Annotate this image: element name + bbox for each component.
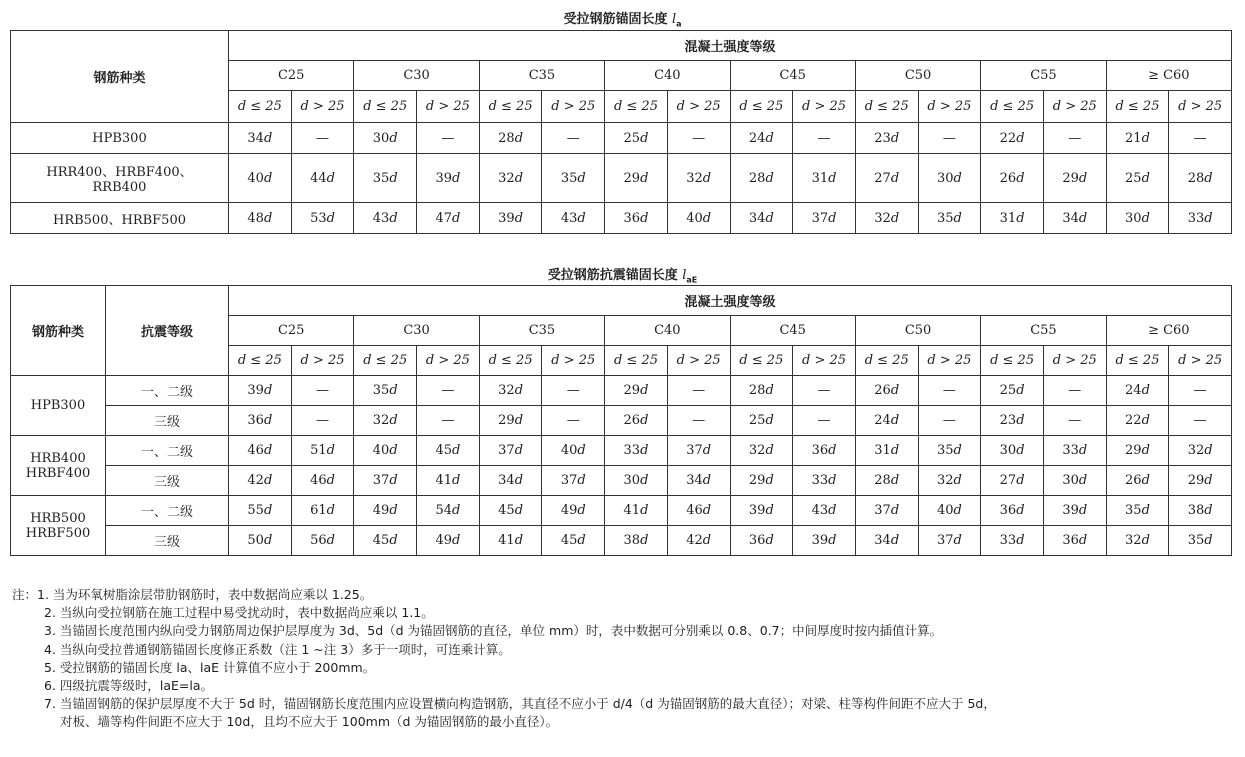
table-row xyxy=(11,526,1232,556)
diameter-subheader: d > 25 xyxy=(1169,346,1232,376)
value-cell: 34d xyxy=(229,123,292,154)
value-cell: 36d xyxy=(981,496,1044,526)
value-cell: 38d xyxy=(1169,496,1232,526)
value-cell: 40d xyxy=(229,154,292,203)
value-cell: 26d xyxy=(605,406,668,436)
value-cell: 38d xyxy=(605,526,668,556)
value-cell: 48d xyxy=(229,203,292,234)
value-cell: — xyxy=(291,123,354,154)
value-cell: 32d xyxy=(918,466,981,496)
value-cell: 30d xyxy=(1043,466,1106,496)
diameter-subheader: d ≤ 25 xyxy=(229,91,292,123)
diameter-subheader: d > 25 xyxy=(291,91,354,123)
note-1: 注：1. 当为环氧树脂涂层带肋钢筋时，表中数据尚应乘以 1.25。 xyxy=(12,587,373,602)
diameter-subheader: d ≤ 25 xyxy=(730,91,793,123)
diameter-subheader: d ≤ 25 xyxy=(1106,346,1169,376)
value-cell: 39d xyxy=(229,376,292,406)
note-2: 2. 当纵向受拉钢筋在施工过程中易受扰动时，表中数据尚应乘以 1.1。 xyxy=(44,605,434,621)
value-cell: 36d xyxy=(730,526,793,556)
value-cell: 28d xyxy=(855,466,918,496)
note-7: 7. 当锚固钢筋的保护层厚度不大于 5d 时，锚固钢筋长度范围内应设置横向构造钢筋，其直径不应小于 d/4（d 为锚固钢筋的最大直径）；对梁、柱等构件间距不应大于 5d， xyxy=(44,696,996,712)
diameter-subheader: d ≤ 25 xyxy=(479,91,542,123)
value-cell: 36d xyxy=(605,203,668,234)
seismic-grade-cell: 一、二级 xyxy=(106,376,229,406)
note-3: 3. 当锚固长度范围内纵向受力钢筋周边保护层厚度为 3d、5d（d 为锚固钢筋的直径，单位 mm）时，表中数据可分别乘以 0.8、0.7；中间厚度时按内插值计算。 xyxy=(44,623,943,639)
diameter-subheader: d > 25 xyxy=(667,91,730,123)
table-row xyxy=(11,496,1232,526)
diameter-subheader: d ≤ 25 xyxy=(1106,91,1169,123)
seismic-grade-cell: 三级 xyxy=(106,526,229,556)
diameter-subheader: d > 25 xyxy=(918,91,981,123)
value-cell: — xyxy=(291,376,354,406)
value-cell: — xyxy=(918,406,981,436)
diameter-subheader: d > 25 xyxy=(667,346,730,376)
value-cell: 37d xyxy=(667,436,730,466)
grade-header: ≥ C60 xyxy=(1106,316,1231,346)
grade-header: C45 xyxy=(730,316,855,346)
value-cell: 45d xyxy=(354,526,417,556)
seismic-grade-header: 抗震等级 xyxy=(106,286,229,376)
value-cell: 35d xyxy=(542,154,605,203)
value-cell: 33d xyxy=(605,436,668,466)
steel-type-cell xyxy=(11,436,106,496)
value-cell: — xyxy=(542,406,605,436)
diameter-subheader: d > 25 xyxy=(542,346,605,376)
value-cell: 24d xyxy=(1106,376,1169,406)
value-cell: — xyxy=(417,376,480,406)
value-cell: 40d xyxy=(667,203,730,234)
value-cell: 27d xyxy=(981,466,1044,496)
grade-header: C55 xyxy=(981,61,1106,91)
value-cell: — xyxy=(1043,123,1106,154)
table1-title: 受拉钢筋锚固长度 $l_a$ xyxy=(563,12,682,29)
grade-header: C55 xyxy=(981,316,1106,346)
diameter-subheader: d ≤ 25 xyxy=(479,346,542,376)
steel-type-cell: HPB300 xyxy=(11,123,229,154)
value-cell: 37d xyxy=(354,466,417,496)
grade-header: C30 xyxy=(354,61,479,91)
value-cell: — xyxy=(291,406,354,436)
value-cell: 56d xyxy=(291,526,354,556)
diameter-subheader: d ≤ 25 xyxy=(354,346,417,376)
value-cell: 43d xyxy=(793,496,856,526)
steel-type-cell xyxy=(11,496,106,556)
value-cell: 50d xyxy=(229,526,292,556)
value-cell: 40d xyxy=(354,436,417,466)
value-cell: 54d xyxy=(417,496,480,526)
diameter-subheader: d ≤ 25 xyxy=(730,346,793,376)
grade-header: C40 xyxy=(605,316,730,346)
grade-header: ≥ C60 xyxy=(1106,61,1231,91)
value-cell: 25d xyxy=(1106,154,1169,203)
value-cell: 41d xyxy=(417,466,480,496)
table-row xyxy=(11,154,1232,203)
table-row xyxy=(11,436,1232,466)
steel-type-cell xyxy=(11,376,106,436)
value-cell: 25d xyxy=(981,376,1044,406)
value-cell: 46d xyxy=(229,436,292,466)
value-cell: 35d xyxy=(918,436,981,466)
value-cell: 39d xyxy=(793,526,856,556)
value-cell: 32d xyxy=(354,406,417,436)
steel-type-header: 钢筋种类 xyxy=(11,31,229,123)
seismic-grade-cell: 一、二级 xyxy=(106,436,229,466)
value-cell: 26d xyxy=(1106,466,1169,496)
table-row xyxy=(11,466,1232,496)
value-cell: — xyxy=(918,123,981,154)
steel-type-line: HPB300 xyxy=(30,398,86,413)
value-cell: 55d xyxy=(229,496,292,526)
grade-header: C50 xyxy=(855,316,980,346)
value-cell: — xyxy=(793,406,856,436)
value-cell: 32d xyxy=(479,376,542,406)
value-cell: 25d xyxy=(730,406,793,436)
value-cell: 31d xyxy=(855,436,918,466)
value-cell: 35d xyxy=(918,203,981,234)
value-cell: 36d xyxy=(793,436,856,466)
diameter-subheader: d > 25 xyxy=(1043,346,1106,376)
value-cell: 47d xyxy=(417,203,480,234)
diameter-subheader: d > 25 xyxy=(1043,91,1106,123)
value-cell: 37d xyxy=(918,526,981,556)
value-cell: — xyxy=(793,123,856,154)
value-cell: — xyxy=(1043,406,1106,436)
diameter-subheader: d > 25 xyxy=(542,91,605,123)
notes-section xyxy=(12,586,1237,732)
value-cell: 30d xyxy=(354,123,417,154)
value-cell: 40d xyxy=(542,436,605,466)
value-cell: 30d xyxy=(605,466,668,496)
value-cell: 37d xyxy=(479,436,542,466)
value-cell: 43d xyxy=(542,203,605,234)
value-cell: 32d xyxy=(1106,526,1169,556)
value-cell: — xyxy=(1169,406,1232,436)
diameter-subheader: d ≤ 25 xyxy=(229,346,292,376)
value-cell: — xyxy=(1169,123,1232,154)
diameter-subheader: d ≤ 25 xyxy=(855,346,918,376)
value-cell: 49d xyxy=(417,526,480,556)
grade-header: C25 xyxy=(229,61,354,91)
value-cell: — xyxy=(542,376,605,406)
value-cell: 30d xyxy=(1106,203,1169,234)
note-7-continued: 对板、墙等构件间距不应大于 10d，且均不应大于 100mm（d 为锚固钢筋的最小直径）。 xyxy=(60,714,559,730)
value-cell: 26d xyxy=(981,154,1044,203)
value-cell: 27d xyxy=(855,154,918,203)
value-cell: 28d xyxy=(730,154,793,203)
value-cell: 39d xyxy=(479,203,542,234)
value-cell: 41d xyxy=(479,526,542,556)
value-cell: — xyxy=(793,376,856,406)
value-cell: 32d xyxy=(855,203,918,234)
diameter-subheader: d ≤ 25 xyxy=(981,346,1044,376)
steel-type-line: RRB400 xyxy=(92,180,147,195)
seismic-grade-cell: 一、二级 xyxy=(106,496,229,526)
value-cell: 35d xyxy=(1169,526,1232,556)
anchorage-length-table xyxy=(10,30,1232,234)
value-cell: 22d xyxy=(1106,406,1169,436)
value-cell: 25d xyxy=(605,123,668,154)
grade-header: C35 xyxy=(479,316,604,346)
steel-type-header: 钢筋种类 xyxy=(11,286,106,376)
value-cell: 31d xyxy=(793,154,856,203)
value-cell: 35d xyxy=(354,154,417,203)
value-cell: — xyxy=(1043,376,1106,406)
table-row xyxy=(11,406,1232,436)
grade-header: C50 xyxy=(855,61,980,91)
table-row xyxy=(11,123,1232,154)
value-cell: 28d xyxy=(730,376,793,406)
value-cell: 42d xyxy=(667,526,730,556)
value-cell: 32d xyxy=(667,154,730,203)
steel-type-line: HRBF400 xyxy=(25,465,91,481)
diameter-subheader: d ≤ 25 xyxy=(354,91,417,123)
value-cell: 45d xyxy=(479,496,542,526)
value-cell: 33d xyxy=(793,466,856,496)
value-cell: 37d xyxy=(542,466,605,496)
grade-header: C40 xyxy=(605,61,730,91)
diameter-subheader: d ≤ 25 xyxy=(605,91,668,123)
value-cell: 33d xyxy=(1043,436,1106,466)
value-cell: 32d xyxy=(730,436,793,466)
diameter-subheader: d ≤ 25 xyxy=(605,346,668,376)
steel-type-line: HRB400 xyxy=(30,450,86,466)
value-cell: 32d xyxy=(1169,436,1232,466)
value-cell: 36d xyxy=(1043,526,1106,556)
diameter-subheader: d > 25 xyxy=(918,346,981,376)
note-6: 6. 四级抗震等级时，laE=la。 xyxy=(44,678,214,694)
value-cell: 61d xyxy=(291,496,354,526)
steel-type-line: HRR400、HRBF400、 xyxy=(46,165,193,180)
value-cell: 34d xyxy=(1043,203,1106,234)
grade-header: C30 xyxy=(354,316,479,346)
value-cell: 39d xyxy=(1043,496,1106,526)
value-cell: 34d xyxy=(730,203,793,234)
steel-type-line: HRBF500 xyxy=(25,525,91,541)
value-cell: 26d xyxy=(855,376,918,406)
table2-title: 受拉钢筋抗震锚固长度 $l_{aE}$ xyxy=(547,268,698,285)
seismic-anchorage-length-table xyxy=(10,285,1232,556)
value-cell: 41d xyxy=(605,496,668,526)
value-cell: 29d xyxy=(1169,466,1232,496)
note-4: 4. 当纵向受拉普通钢筋锚固长度修正系数（注 1 ~注 3）多于一项时，可连乘计算。 xyxy=(44,641,511,657)
value-cell: 23d xyxy=(855,123,918,154)
diameter-subheader: d > 25 xyxy=(793,91,856,123)
diameter-subheader: d > 25 xyxy=(1169,91,1232,123)
value-cell: 29d xyxy=(730,466,793,496)
value-cell: — xyxy=(1169,376,1232,406)
value-cell: 36d xyxy=(229,406,292,436)
value-cell: — xyxy=(417,123,480,154)
seismic-grade-cell: 三级 xyxy=(106,406,229,436)
value-cell: 23d xyxy=(981,406,1044,436)
value-cell: 28d xyxy=(1169,154,1232,203)
value-cell: 44d xyxy=(291,154,354,203)
value-cell: 34d xyxy=(855,526,918,556)
value-cell: 43d xyxy=(354,203,417,234)
value-cell: 39d xyxy=(417,154,480,203)
value-cell: 33d xyxy=(981,526,1044,556)
value-cell: 40d xyxy=(918,496,981,526)
diameter-subheader: d > 25 xyxy=(417,91,480,123)
value-cell: 30d xyxy=(918,154,981,203)
value-cell: 21d xyxy=(1106,123,1169,154)
grade-header: C25 xyxy=(229,316,354,346)
note-5: 5. 受拉钢筋的锚固长度 la、laE 计算值不应小于 200mm。 xyxy=(44,659,376,675)
value-cell: — xyxy=(667,123,730,154)
value-cell: 33d xyxy=(1169,203,1232,234)
value-cell: 29d xyxy=(1043,154,1106,203)
table-row xyxy=(11,376,1232,406)
value-cell: 35d xyxy=(1106,496,1169,526)
value-cell: 53d xyxy=(291,203,354,234)
value-cell: 29d xyxy=(1106,436,1169,466)
value-cell: 39d xyxy=(730,496,793,526)
seismic-grade-cell: 三级 xyxy=(106,466,229,496)
value-cell: 49d xyxy=(354,496,417,526)
concrete-strength-header: 混凝土强度等级 xyxy=(229,31,1232,61)
value-cell: 45d xyxy=(542,526,605,556)
value-cell: 31d xyxy=(981,203,1044,234)
value-cell: 29d xyxy=(605,154,668,203)
value-cell: 37d xyxy=(855,496,918,526)
value-cell: — xyxy=(417,406,480,436)
value-cell: 28d xyxy=(479,123,542,154)
steel-type-cell: HRB500、HRBF500 xyxy=(11,203,229,234)
value-cell: — xyxy=(542,123,605,154)
value-cell: 30d xyxy=(981,436,1044,466)
value-cell: 37d xyxy=(793,203,856,234)
value-cell: — xyxy=(667,406,730,436)
value-cell: 49d xyxy=(542,496,605,526)
concrete-strength-header: 混凝土强度等级 xyxy=(229,286,1232,316)
value-cell: 46d xyxy=(667,496,730,526)
diameter-subheader: d ≤ 25 xyxy=(855,91,918,123)
steel-type-cell xyxy=(11,154,229,203)
diameter-subheader: d > 25 xyxy=(291,346,354,376)
value-cell: 24d xyxy=(730,123,793,154)
value-cell: 35d xyxy=(354,376,417,406)
value-cell: 42d xyxy=(229,466,292,496)
value-cell: 34d xyxy=(667,466,730,496)
grade-header: C45 xyxy=(730,61,855,91)
value-cell: 32d xyxy=(479,154,542,203)
table-row xyxy=(11,203,1232,234)
value-cell: 34d xyxy=(479,466,542,496)
value-cell: 29d xyxy=(605,376,668,406)
diameter-subheader: d ≤ 25 xyxy=(981,91,1044,123)
value-cell: 51d xyxy=(291,436,354,466)
value-cell: — xyxy=(667,376,730,406)
grade-header: C35 xyxy=(479,61,604,91)
steel-type-line: HRB500 xyxy=(30,510,86,526)
value-cell: — xyxy=(918,376,981,406)
value-cell: 46d xyxy=(291,466,354,496)
value-cell: 22d xyxy=(981,123,1044,154)
diameter-subheader: d > 25 xyxy=(417,346,480,376)
diameter-subheader: d > 25 xyxy=(793,346,856,376)
value-cell: 29d xyxy=(479,406,542,436)
value-cell: 24d xyxy=(855,406,918,436)
value-cell: 45d xyxy=(417,436,480,466)
